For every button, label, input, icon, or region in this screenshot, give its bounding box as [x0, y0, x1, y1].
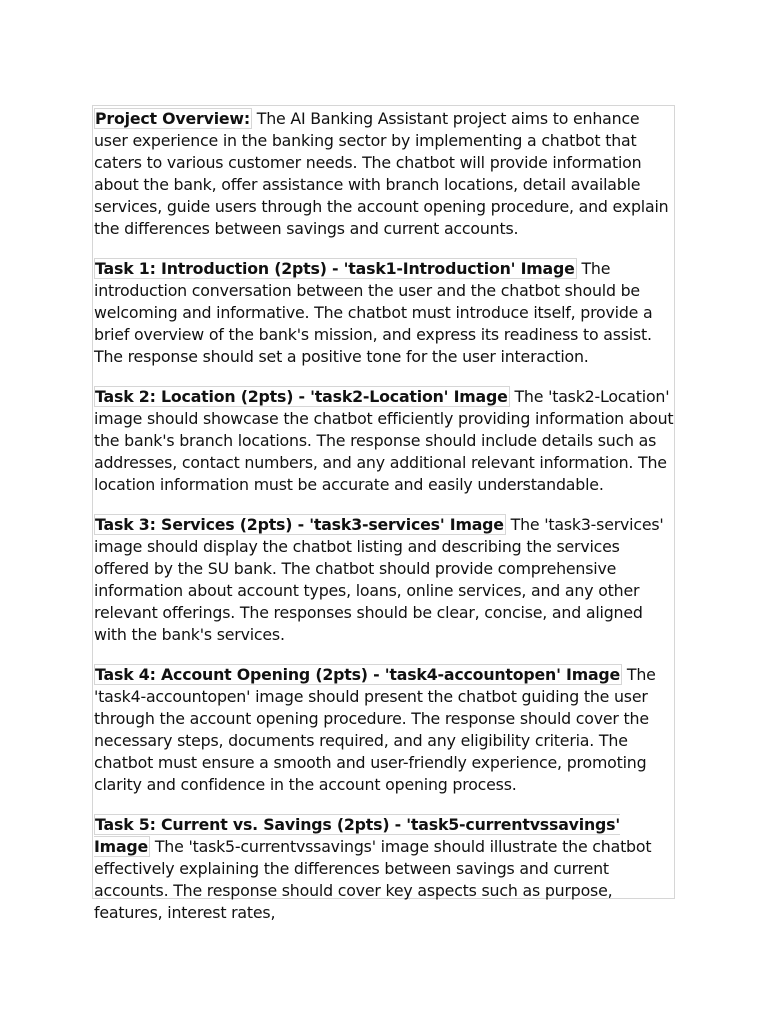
task3-paragraph — [94, 514, 674, 646]
task2-paragraph — [94, 386, 674, 496]
task4-text: The 'task4-accountopen' image should present the chatbot guiding the user through the account opening procedure. The response should cover the necessary steps, documents required, and any eligibility criteria. The chatbot must ensure a smooth and user-friendly experience, promoting clarity and confidence in the account opening process. — [94, 665, 656, 794]
task2-text: The 'task2-Location' image should showcase the chatbot efficiently providing information about the bank's branch locations. The response should include details such as addresses, contact numbers, and any additional relevant information. The location information must be accurate and easily understandable. — [94, 387, 674, 494]
task3-heading: Task 3: Services (2pts) - 'task3-services' Image — [95, 515, 504, 534]
task5-paragraph — [94, 814, 674, 924]
document-body — [93, 106, 674, 924]
project-overview-heading: Project Overview: — [95, 109, 250, 128]
project-overview-paragraph — [94, 108, 674, 240]
task1-heading: Task 1: Introduction (2pts) - 'task1-Introduction' Image — [95, 259, 575, 278]
document-frame — [92, 105, 675, 922]
task3-text: The 'task3-services' image should display the chatbot listing and describing the services offered by the SU bank. The chatbot should provide comprehensive information about account types, loans, online services, and any other relevant offerings. The responses should be clear, concise, and aligned with the bank's services. — [94, 515, 664, 644]
task5-text: The 'task5-currentvssavings' image should illustrate the chatbot effectively explaining the differences between savings and current accounts. The response should cover key aspects such as purpose, features, interest rates, — [94, 837, 652, 922]
task4-heading: Task 4: Account Opening (2pts) - 'task4-accountopen' Image — [95, 665, 621, 684]
task4-paragraph — [94, 664, 674, 796]
project-overview-text: The AI Banking Assistant project aims to enhance user experience in the banking sector by implementing a chatbot that caters to various customer needs. The chatbot will provide information about the bank, offer assistance with branch locations, detail available services, guide users through the account opening procedure, and explain the differences between savings and current accounts. — [94, 109, 669, 238]
task2-heading: Task 2: Location (2pts) - 'task2-Location' Image — [95, 387, 508, 406]
task5-heading: Task 5: Current vs. Savings (2pts) - 'task5-currentvssavings' Image — [94, 815, 620, 856]
task1-paragraph — [94, 258, 674, 368]
task1-text: The introduction conversation between the user and the chatbot should be welcoming and informative. The chatbot must introduce itself, provide a brief overview of the bank's mission, and express its readiness to assist. The response should set a positive tone for the user interaction. — [94, 259, 653, 366]
